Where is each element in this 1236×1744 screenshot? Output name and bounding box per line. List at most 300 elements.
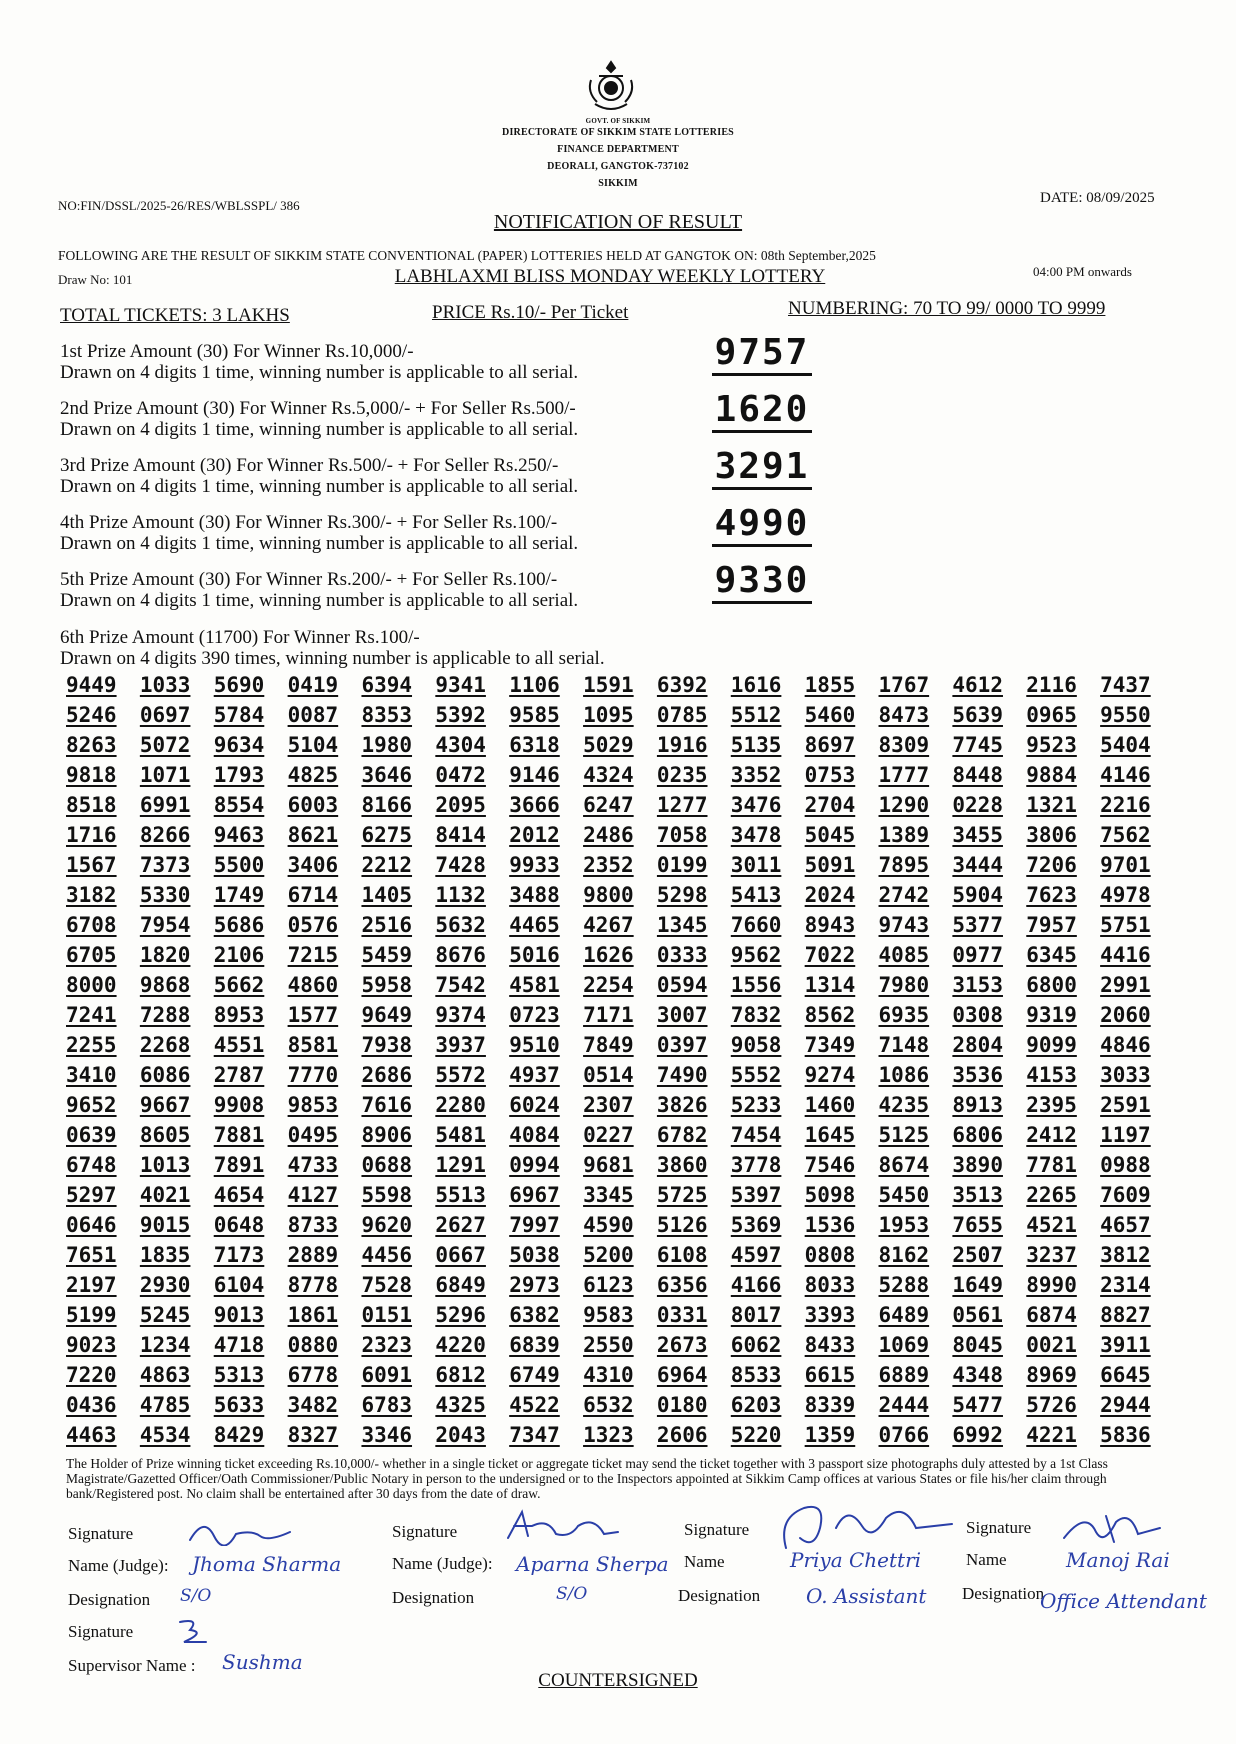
judge-2-name: Aparna Sherpa bbox=[516, 1552, 669, 1576]
prize-6-number: 1835 bbox=[139, 1243, 191, 1267]
prize-6-number: 6003 bbox=[287, 793, 339, 817]
prize-6-number: 1649 bbox=[952, 1273, 1003, 1297]
prize-6-number: 7206 bbox=[1026, 853, 1077, 877]
prize-6-number: 3393 bbox=[804, 1303, 856, 1327]
prize-6-number: 4235 bbox=[878, 1093, 930, 1117]
prize-6-number: 6615 bbox=[804, 1363, 856, 1387]
prize-6-number: 4860 bbox=[287, 973, 339, 997]
judge-1-signature bbox=[186, 1512, 296, 1546]
prize-6-number: 8778 bbox=[287, 1273, 339, 1297]
signature-label-4: Signature bbox=[966, 1518, 1032, 1537]
prize-6-number: 9620 bbox=[361, 1213, 413, 1237]
prize-6-number: 4456 bbox=[361, 1243, 413, 1267]
prize-6-number: 6992 bbox=[952, 1423, 1003, 1447]
prize-6-number: 1234 bbox=[139, 1333, 191, 1357]
prize-6-number: 1716 bbox=[66, 823, 117, 847]
prize-6-number: 6123 bbox=[583, 1273, 634, 1297]
prize-6-number: 3346 bbox=[361, 1423, 413, 1447]
prize-6-number: 1086 bbox=[878, 1063, 930, 1087]
prize-6-number: 7528 bbox=[361, 1273, 413, 1297]
prize-6-number: 7022 bbox=[804, 943, 856, 967]
prize-6-number: 1567 bbox=[66, 853, 117, 877]
prize-6-number: 3860 bbox=[656, 1153, 708, 1177]
prize-6-number: 3826 bbox=[656, 1093, 708, 1117]
prize-6-number: 5836 bbox=[1100, 1423, 1151, 1447]
prize-6-number: 4267 bbox=[583, 913, 634, 937]
prize-6-number: 7288 bbox=[139, 1003, 191, 1027]
prize-6-number: 3153 bbox=[952, 973, 1003, 997]
prize-6-number: 2216 bbox=[1100, 793, 1151, 817]
prize-6-number: 2043 bbox=[435, 1423, 486, 1447]
prize-6-number: 6394 bbox=[361, 673, 413, 697]
prize-6-number: 1389 bbox=[878, 823, 930, 847]
prize-6-number: 4325 bbox=[435, 1393, 486, 1417]
prize-6-number: 6086 bbox=[139, 1063, 191, 1087]
prize-6-number: 0639 bbox=[66, 1123, 117, 1147]
prize-6-number: 2516 bbox=[361, 913, 413, 937]
prize-6-number: 3011 bbox=[730, 853, 782, 877]
countersigned-label: COUNTERSIGNED bbox=[538, 1670, 698, 1691]
prize-6-number: 6645 bbox=[1100, 1363, 1151, 1387]
prize-6-number: 0561 bbox=[952, 1303, 1003, 1327]
prize-6-number: 7881 bbox=[213, 1123, 265, 1147]
prize-6-number: 0514 bbox=[583, 1063, 634, 1087]
prize-6-number: 9550 bbox=[1100, 703, 1151, 727]
prize-6-number: 3666 bbox=[509, 793, 560, 817]
prize-6-number: 5904 bbox=[952, 883, 1003, 907]
department-label: FINANCE DEPARTMENT bbox=[557, 144, 679, 155]
supervisor-name: Sushma bbox=[222, 1650, 303, 1674]
prize-6-number: 0808 bbox=[804, 1243, 856, 1267]
prize-6-number: 5633 bbox=[213, 1393, 265, 1417]
prize-6-number: 7655 bbox=[952, 1213, 1003, 1237]
prize-6-number: 0688 bbox=[361, 1153, 413, 1177]
prize-6-number: 9818 bbox=[66, 763, 117, 787]
prize-6-number: 8166 bbox=[361, 793, 413, 817]
prize-6-number: 8327 bbox=[287, 1423, 339, 1447]
prize-2-number: 1620 bbox=[712, 390, 812, 433]
prize-6-number: 5459 bbox=[361, 943, 413, 967]
prize-6-number: 2412 bbox=[1026, 1123, 1077, 1147]
prize-6-number: 3482 bbox=[287, 1393, 339, 1417]
prize-6-number: 2116 bbox=[1026, 673, 1077, 697]
prize-6-number: 9015 bbox=[139, 1213, 191, 1237]
prize-6-number: 4846 bbox=[1100, 1033, 1151, 1057]
prize-6-number: 7542 bbox=[435, 973, 486, 997]
judge-2-designation: S/O bbox=[556, 1584, 588, 1604]
prize-6-number: 1323 bbox=[583, 1423, 634, 1447]
prize-6-number: 6275 bbox=[361, 823, 413, 847]
prize-6-number: 4863 bbox=[139, 1363, 191, 1387]
prize-4-desc: Drawn on 4 digits 1 time, winning number is applicable to all serial. bbox=[60, 533, 579, 554]
prize-6-number: 5246 bbox=[66, 703, 117, 727]
prize-6-number: 4825 bbox=[287, 763, 339, 787]
prize-5-title: 5th Prize Amount (30) For Winner Rs.200/- + For Seller Rs.100/- bbox=[60, 569, 558, 590]
prize-6-number: 1616 bbox=[730, 673, 782, 697]
prize-6-number: 3806 bbox=[1026, 823, 1077, 847]
prize-6-number: 5958 bbox=[361, 973, 413, 997]
prize-6-number: 2991 bbox=[1100, 973, 1151, 997]
prize-6-number: 3646 bbox=[361, 763, 413, 787]
prize-6-number: 4718 bbox=[213, 1333, 265, 1357]
prize-2-title: 2nd Prize Amount (30) For Winner Rs.5,000/- + For Seller Rs.500/- bbox=[60, 398, 576, 419]
name-judge-label-2: Name (Judge): bbox=[392, 1554, 493, 1573]
prize-6-number: 1556 bbox=[730, 973, 782, 997]
prize-5-desc: Drawn on 4 digits 1 time, winning number is applicable to all serial. bbox=[60, 590, 579, 611]
prize-6-number: 2095 bbox=[435, 793, 486, 817]
prize-6-number: 8518 bbox=[66, 793, 117, 817]
prize-6-number: 4324 bbox=[583, 763, 634, 787]
prize-6-number: 8913 bbox=[952, 1093, 1003, 1117]
prize-6-number: 4612 bbox=[952, 673, 1003, 697]
prize-6-number: 9585 bbox=[509, 703, 560, 727]
prize-6-number: 4551 bbox=[213, 1033, 265, 1057]
prize-6-number: 1793 bbox=[213, 763, 265, 787]
prize-6-number: 1290 bbox=[878, 793, 930, 817]
reference-number: NO:FIN/DSSL/2025-26/RES/WBLSSPL/ 386 bbox=[58, 198, 300, 213]
prize-6-number: 6812 bbox=[435, 1363, 486, 1387]
prize-6-number: 1197 bbox=[1100, 1123, 1151, 1147]
prize-6-number: 4581 bbox=[509, 973, 560, 997]
prize-6-number: 4521 bbox=[1026, 1213, 1077, 1237]
prize-6-number: 5098 bbox=[804, 1183, 856, 1207]
prize-1-number: 9757 bbox=[712, 333, 812, 376]
prize-6-number: 0495 bbox=[287, 1123, 339, 1147]
signature-label-3: Signature bbox=[684, 1520, 750, 1539]
prize-6-number: 0880 bbox=[287, 1333, 339, 1357]
prize-6-number: 0227 bbox=[583, 1123, 634, 1147]
prize-6-number: 9583 bbox=[583, 1303, 634, 1327]
prize-6-number: 5072 bbox=[139, 733, 191, 757]
prize-6-number: 6062 bbox=[730, 1333, 782, 1357]
prize-6-number: 9023 bbox=[66, 1333, 117, 1357]
officer-3-name: Priya Chettri bbox=[790, 1548, 922, 1572]
prize-6-number: 8263 bbox=[66, 733, 117, 757]
prize-6-number: 2686 bbox=[361, 1063, 413, 1087]
prize-6-number: 7215 bbox=[287, 943, 339, 967]
prize-6-number: 6108 bbox=[656, 1243, 708, 1267]
prize-6-number: 0766 bbox=[878, 1423, 930, 1447]
prize-6-number: 7660 bbox=[730, 913, 782, 937]
prize-6-number: 8674 bbox=[878, 1153, 930, 1177]
prize-6-number: 3536 bbox=[952, 1063, 1003, 1087]
prize-6-number: 7220 bbox=[66, 1363, 117, 1387]
prize-6-number: 4657 bbox=[1100, 1213, 1151, 1237]
prize-6-number: 5686 bbox=[213, 913, 265, 937]
claim-note: The Holder of Prize winning ticket exceeding Rs.10,000/- whether in a single ticket or aggregate ticket may send the ticket together with 3 passport size photographs duly attested by a 1st Class Magistrate/Gazetted Officer/Oath Commissioner/Public Notary in person to the undersigned or to the Inspectors appointed at Sikkim Camp offices at various States or file his/her claim through bank/Registered post. No claim shall be entertained after 30 days from the date of draw. bbox=[66, 1456, 1108, 1501]
prize-6-number: 2606 bbox=[656, 1423, 708, 1447]
prize-6-number: 8429 bbox=[213, 1423, 265, 1447]
prize-6-number: 4733 bbox=[287, 1153, 339, 1177]
prize-3-desc: Drawn on 4 digits 1 time, winning number is applicable to all serial. bbox=[60, 476, 579, 497]
prize-6-number: 6991 bbox=[139, 793, 191, 817]
prize-6-number: 7651 bbox=[66, 1243, 117, 1267]
prize-6-number: 5029 bbox=[583, 733, 634, 757]
prize-6-number: 1460 bbox=[804, 1093, 856, 1117]
prize-6-number: 7781 bbox=[1026, 1153, 1077, 1177]
prize-6-number: 2254 bbox=[583, 973, 634, 997]
prize-6-number: 5598 bbox=[361, 1183, 413, 1207]
prize-4-title: 4th Prize Amount (30) For Winner Rs.300/- + For Seller Rs.100/- bbox=[60, 512, 558, 533]
prize-6-number: 8990 bbox=[1026, 1273, 1077, 1297]
prize-6-number: 6806 bbox=[952, 1123, 1003, 1147]
prize-6-number: 8266 bbox=[139, 823, 191, 847]
prize-6-number: 0648 bbox=[213, 1213, 265, 1237]
prize-6-number: 9634 bbox=[213, 733, 265, 757]
prize-6-number: 8943 bbox=[804, 913, 856, 937]
prize-6-number: 5512 bbox=[730, 703, 782, 727]
prize-6-number: 3488 bbox=[509, 883, 560, 907]
prize-6-number: 4590 bbox=[583, 1213, 634, 1237]
prize-6-number: 6708 bbox=[66, 913, 117, 937]
prize-6-number: 2106 bbox=[213, 943, 265, 967]
designation-label-4: Designation bbox=[962, 1584, 1045, 1603]
prize-1-title: 1st Prize Amount (30) For Winner Rs.10,000/- bbox=[60, 341, 414, 362]
prize-6-number: 1405 bbox=[361, 883, 413, 907]
prize-6-number: 9868 bbox=[139, 973, 191, 997]
prize-6-number: 2255 bbox=[66, 1033, 117, 1057]
prize-6-number: 8017 bbox=[730, 1303, 782, 1327]
prize-6-number: 5296 bbox=[435, 1303, 486, 1327]
prize-6-number: 5477 bbox=[952, 1393, 1003, 1417]
prize-6-number: 5726 bbox=[1026, 1393, 1077, 1417]
prize-6-number: 3406 bbox=[287, 853, 339, 877]
prize-6-number: 8621 bbox=[287, 823, 339, 847]
prize-6-number: 6489 bbox=[878, 1303, 930, 1327]
state-label: SIKKIM bbox=[598, 178, 638, 189]
officer-3-designation: O. Assistant bbox=[806, 1584, 927, 1608]
prize-6-number: 4221 bbox=[1026, 1423, 1077, 1447]
prize-6-number: 6849 bbox=[435, 1273, 486, 1297]
prize-6-number: 9884 bbox=[1026, 763, 1077, 787]
prize-6-number: 5016 bbox=[509, 943, 560, 967]
prize-6-number: 7148 bbox=[878, 1033, 930, 1057]
prize-6-number: 6318 bbox=[509, 733, 560, 757]
prize-6-number: 5377 bbox=[952, 913, 1003, 937]
prize-6-number: 6748 bbox=[66, 1153, 117, 1177]
prize-6-number: 7428 bbox=[435, 853, 486, 877]
prize-6-number: 0151 bbox=[361, 1303, 413, 1327]
judge-1-name: Jhoma Sharma bbox=[192, 1552, 342, 1576]
prize-6-number: 3237 bbox=[1026, 1243, 1077, 1267]
prize-6-number: 4153 bbox=[1026, 1063, 1077, 1087]
prize-6-number: 8000 bbox=[66, 973, 117, 997]
prize-6-number: 4522 bbox=[509, 1393, 560, 1417]
prize-6-number: 0021 bbox=[1026, 1333, 1077, 1357]
prize-6-number: 4534 bbox=[139, 1423, 191, 1447]
prize-6-number: 5220 bbox=[730, 1423, 782, 1447]
prize-6-number: 0180 bbox=[656, 1393, 708, 1417]
prize-6-number: 7241 bbox=[66, 1003, 117, 1027]
prize-6-number: 5552 bbox=[730, 1063, 782, 1087]
prize-6-number: 9099 bbox=[1026, 1033, 1077, 1057]
prize-6-number: 8533 bbox=[730, 1363, 782, 1387]
prize-6-number: 2973 bbox=[509, 1273, 560, 1297]
prize-6-number: 3410 bbox=[66, 1063, 117, 1087]
prize-6-number: 0723 bbox=[509, 1003, 560, 1027]
prize-6-number: 3476 bbox=[730, 793, 782, 817]
officer-4-designation: Office Attendant bbox=[1040, 1589, 1207, 1613]
prize-6-number: 5104 bbox=[287, 733, 339, 757]
prize-6-number: 5450 bbox=[878, 1183, 930, 1207]
prize-6-number: 5500 bbox=[213, 853, 265, 877]
prize-6-number: 5200 bbox=[583, 1243, 634, 1267]
officer-4-name: Manoj Rai bbox=[1066, 1548, 1170, 1572]
prize-6-number: 8676 bbox=[435, 943, 486, 967]
prize-6-number: 0419 bbox=[287, 673, 339, 697]
prize-6-number: 2944 bbox=[1100, 1393, 1151, 1417]
prize-6-number: 0199 bbox=[656, 853, 708, 877]
prize-6-number: 0333 bbox=[656, 943, 708, 967]
prize-6-number: 8827 bbox=[1100, 1303, 1151, 1327]
prize-6-number: 0331 bbox=[656, 1303, 708, 1327]
prize-6-number: 3345 bbox=[583, 1183, 634, 1207]
prize-6-number: 9341 bbox=[435, 673, 486, 697]
prize-6-number: 3033 bbox=[1100, 1063, 1151, 1087]
prize-6-number: 7980 bbox=[878, 973, 930, 997]
prize-6-number: 2486 bbox=[583, 823, 634, 847]
prize-6-number: 2889 bbox=[287, 1243, 339, 1267]
prize-6-number: 4166 bbox=[730, 1273, 782, 1297]
prize-6-number: 8581 bbox=[287, 1033, 339, 1057]
prize-6-number: 1106 bbox=[509, 673, 560, 697]
prize-6-number: 4416 bbox=[1100, 943, 1151, 967]
prize-6-number: 7171 bbox=[583, 1003, 634, 1027]
prize-6-number: 3911 bbox=[1100, 1333, 1151, 1357]
prize-6-number: 6247 bbox=[583, 793, 634, 817]
prize-6-number: 9800 bbox=[583, 883, 634, 907]
prize-6-number: 4021 bbox=[139, 1183, 191, 1207]
prize-6-number: 2024 bbox=[804, 883, 856, 907]
prize-6-number: 4220 bbox=[435, 1333, 486, 1357]
prize-5-number: 9330 bbox=[712, 561, 812, 604]
prize-6-number: 1291 bbox=[435, 1153, 486, 1177]
prize-6-number: 9463 bbox=[213, 823, 265, 847]
prize-6-number: 5460 bbox=[804, 703, 856, 727]
prize-6-number: 9274 bbox=[804, 1063, 856, 1087]
prize-6-number: 2804 bbox=[952, 1033, 1003, 1057]
prize-6-number: 7997 bbox=[509, 1213, 560, 1237]
prize-6-number: 5288 bbox=[878, 1273, 930, 1297]
prize-6-number: 7849 bbox=[583, 1033, 634, 1057]
directorate-label: DIRECTORATE OF SIKKIM STATE LOTTERIES bbox=[502, 127, 734, 138]
prize-6-number: 6874 bbox=[1026, 1303, 1077, 1327]
prize-2-desc: Drawn on 4 digits 1 time, winning number is applicable to all serial. bbox=[60, 419, 579, 440]
prize-6-number: 0646 bbox=[66, 1213, 117, 1237]
prize-6-number: 4937 bbox=[509, 1063, 560, 1087]
following-text: FOLLOWING ARE THE RESULT OF SIKKIM STATE CONVENTIONAL (PAPER) LOTTERIES HELD AT GANGTOK ON: 08th September,2025 bbox=[58, 248, 876, 263]
prize-6-number: 0397 bbox=[656, 1033, 708, 1057]
prize-6-numbers-grid bbox=[66, 671, 1174, 1449]
designation-label-1: Designation bbox=[68, 1590, 151, 1609]
prize-6-number: 1013 bbox=[139, 1153, 191, 1177]
prize-6-number: 1069 bbox=[878, 1333, 930, 1357]
officer-4-signature bbox=[1056, 1508, 1166, 1548]
prize-6-number: 0308 bbox=[952, 1003, 1003, 1027]
prize-6-number: 7954 bbox=[139, 913, 191, 937]
prize-6-number: 6532 bbox=[583, 1393, 634, 1417]
prize-6-number: 2704 bbox=[804, 793, 856, 817]
prize-6-number: 4654 bbox=[213, 1183, 265, 1207]
prize-6-number: 5639 bbox=[952, 703, 1003, 727]
prize-6-number: 6024 bbox=[509, 1093, 560, 1117]
prize-6-number: 0087 bbox=[287, 703, 339, 727]
prize-6-number: 1577 bbox=[287, 1003, 339, 1027]
prize-6-number: 8162 bbox=[878, 1243, 930, 1267]
prize-6-number: 5404 bbox=[1100, 733, 1151, 757]
prize-6-number: 9510 bbox=[509, 1033, 560, 1057]
prize-6-number: 2307 bbox=[583, 1093, 634, 1117]
prize-6-number: 4597 bbox=[730, 1243, 782, 1267]
prize-6-number: 2352 bbox=[583, 853, 634, 877]
prize-6-number: 1033 bbox=[139, 673, 191, 697]
prize-6-number: 5392 bbox=[435, 703, 486, 727]
prize-6-number: 1626 bbox=[583, 943, 634, 967]
prize-6-number: 2314 bbox=[1100, 1273, 1151, 1297]
prize-6-number: 6091 bbox=[361, 1363, 413, 1387]
prize-6-number: 6967 bbox=[509, 1183, 560, 1207]
prize-6-number: 7770 bbox=[287, 1063, 339, 1087]
prize-6-number: 0667 bbox=[435, 1243, 486, 1267]
prize-6-number: 7454 bbox=[730, 1123, 782, 1147]
prize-6-number: 5233 bbox=[730, 1093, 782, 1117]
prize-6-number: 4084 bbox=[509, 1123, 560, 1147]
prize-6-number: 3007 bbox=[656, 1003, 708, 1027]
prize-6-number: 8045 bbox=[952, 1333, 1003, 1357]
prize-6-number: 3182 bbox=[66, 883, 117, 907]
prize-6-number: 7173 bbox=[213, 1243, 265, 1267]
prize-6-number: 5298 bbox=[656, 883, 708, 907]
prize-6-number: 5413 bbox=[730, 883, 782, 907]
prize-6-number: 7938 bbox=[361, 1033, 413, 1057]
signature-label-supervisor: Signature bbox=[68, 1622, 134, 1641]
prize-6-number: 5126 bbox=[656, 1213, 708, 1237]
draw-number: Draw No: 101 bbox=[58, 272, 133, 287]
prize-6-number: 1132 bbox=[435, 883, 486, 907]
prize-6-number: 8697 bbox=[804, 733, 856, 757]
prize-6-number: 9374 bbox=[435, 1003, 486, 1027]
prize-6-number: 0988 bbox=[1100, 1153, 1151, 1177]
prize-6-number: 5784 bbox=[213, 703, 265, 727]
prize-6-number: 3444 bbox=[952, 853, 1003, 877]
prize-6-number: 7609 bbox=[1100, 1183, 1151, 1207]
prize-6-number: 5572 bbox=[435, 1063, 486, 1087]
prize-6-number: 8473 bbox=[878, 703, 930, 727]
prize-6-number: 2507 bbox=[952, 1243, 1003, 1267]
prize-6-number: 0977 bbox=[952, 943, 1003, 967]
name-judge-label-1: Name (Judge): bbox=[68, 1556, 169, 1575]
prize-6-number: 7490 bbox=[656, 1063, 708, 1087]
prize-6-number: 0594 bbox=[656, 973, 708, 997]
prize-6-number: 8969 bbox=[1026, 1363, 1077, 1387]
prize-6-number: 3812 bbox=[1100, 1243, 1151, 1267]
prize-6-number: 2627 bbox=[435, 1213, 486, 1237]
prize-6-number: 9058 bbox=[730, 1033, 782, 1057]
prize-6-number: 7745 bbox=[952, 733, 1003, 757]
prize-6-number: 9523 bbox=[1026, 733, 1077, 757]
ticket-price: PRICE Rs.10/- Per Ticket bbox=[432, 302, 629, 323]
prize-6-number: 2060 bbox=[1100, 1003, 1151, 1027]
prize-6-number: 6800 bbox=[1026, 973, 1077, 997]
prize-6-number: 6783 bbox=[361, 1393, 413, 1417]
designation-label-2: Designation bbox=[392, 1588, 475, 1607]
prize-6-number: 2268 bbox=[139, 1033, 191, 1057]
prize-6-number: 5725 bbox=[656, 1183, 708, 1207]
prize-6-number: 1591 bbox=[583, 673, 634, 697]
prize-6-number: 0965 bbox=[1026, 703, 1077, 727]
prize-6-number: 9562 bbox=[730, 943, 782, 967]
prize-6-number: 1345 bbox=[656, 913, 708, 937]
